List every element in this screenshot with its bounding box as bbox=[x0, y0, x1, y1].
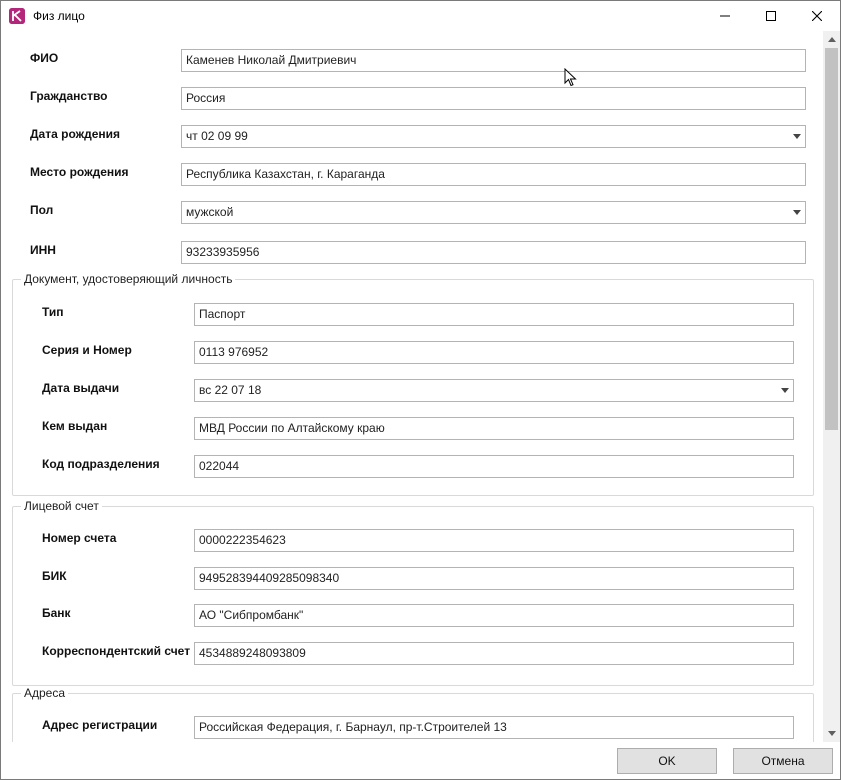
cancel-button[interactable]: Отмена bbox=[733, 748, 833, 774]
fio-input[interactable]: Каменев Николай Дмитриевич bbox=[181, 49, 806, 72]
birth-place-label: Место рождения bbox=[30, 165, 129, 179]
series-number-input[interactable]: 0113 976952 bbox=[194, 341, 794, 364]
corr-account-label: Корреспондентский счет bbox=[42, 644, 191, 658]
issued-by-label: Кем выдан bbox=[42, 419, 108, 433]
vertical-scrollbar[interactable] bbox=[823, 31, 840, 742]
close-icon bbox=[812, 11, 822, 21]
scrollbar-thumb[interactable] bbox=[825, 48, 838, 430]
citizenship-label: Гражданство bbox=[30, 89, 108, 103]
maximize-button[interactable] bbox=[748, 1, 794, 31]
app-logo-icon bbox=[9, 8, 25, 24]
fio-label: ФИО bbox=[30, 51, 59, 65]
registration-address-label: Адрес регистрации bbox=[42, 718, 158, 732]
addresses-title: Адреса bbox=[21, 686, 68, 700]
chevron-down-icon[interactable] bbox=[781, 388, 789, 393]
window-title: Физ лицо bbox=[33, 9, 85, 23]
issue-date-label: Дата выдачи bbox=[42, 381, 120, 395]
inn-input[interactable]: 93233935956 bbox=[181, 241, 806, 264]
birth-date-label: Дата рождения bbox=[30, 127, 121, 141]
division-code-input[interactable]: 022044 bbox=[194, 455, 794, 478]
birth-date-picker[interactable] bbox=[181, 125, 806, 148]
maximize-icon bbox=[766, 11, 776, 21]
doc-type-input[interactable]: Паспорт bbox=[194, 303, 794, 326]
sex-select[interactable] bbox=[181, 201, 806, 224]
doc-type-label: Тип bbox=[42, 305, 64, 319]
registration-address-input[interactable]: Российская Федерация, г. Барнаул, пр-т.Строителей 13 bbox=[194, 716, 794, 739]
minimize-icon bbox=[720, 11, 730, 21]
account-title: Лицевой счет bbox=[21, 499, 102, 513]
bank-input[interactable]: АО "Сибпромбанк" bbox=[194, 604, 794, 627]
dialog-footer bbox=[1, 742, 840, 779]
account-number-input[interactable]: 0000222354623 bbox=[194, 529, 794, 552]
sex-label: Пол bbox=[30, 203, 54, 217]
arrow-up-icon bbox=[828, 37, 836, 42]
bik-label: БИК bbox=[42, 569, 67, 583]
close-button[interactable] bbox=[794, 1, 840, 31]
birth-date-value: чт 02 09 99 bbox=[186, 129, 248, 143]
corr-account-input[interactable]: 4534889248093809 bbox=[194, 642, 794, 665]
minimize-button[interactable] bbox=[702, 1, 748, 31]
sex-value: мужской bbox=[186, 205, 234, 219]
arrow-down-icon bbox=[828, 731, 836, 736]
title-bar[interactable] bbox=[1, 1, 840, 31]
scroll-down-button[interactable] bbox=[823, 725, 840, 742]
issued-by-input[interactable]: МВД России по Алтайскому краю bbox=[194, 417, 794, 440]
chevron-down-icon[interactable] bbox=[793, 134, 801, 139]
bik-input[interactable]: 949528394409285098340 bbox=[194, 567, 794, 590]
birth-place-input[interactable]: Республика Казахстан, г. Караганда bbox=[181, 163, 806, 186]
division-code-label: Код подразделения bbox=[42, 457, 160, 471]
chevron-down-icon[interactable] bbox=[793, 210, 801, 215]
series-number-label: Серия и Номер bbox=[42, 343, 132, 357]
ok-button[interactable]: OK bbox=[617, 748, 717, 774]
bank-label: Банк bbox=[42, 606, 71, 620]
form-scroll-area bbox=[1, 31, 823, 742]
issue-date-picker[interactable] bbox=[194, 379, 794, 402]
account-number-label: Номер счета bbox=[42, 531, 117, 545]
mouse-cursor-icon bbox=[564, 68, 578, 88]
inn-label: ИНН bbox=[30, 243, 56, 257]
scroll-up-button[interactable] bbox=[823, 31, 840, 48]
identity-document-title: Документ, удостоверяющий личность bbox=[21, 272, 235, 286]
issue-date-value: вс 22 07 18 bbox=[199, 383, 262, 397]
citizenship-input[interactable]: Россия bbox=[181, 87, 806, 110]
